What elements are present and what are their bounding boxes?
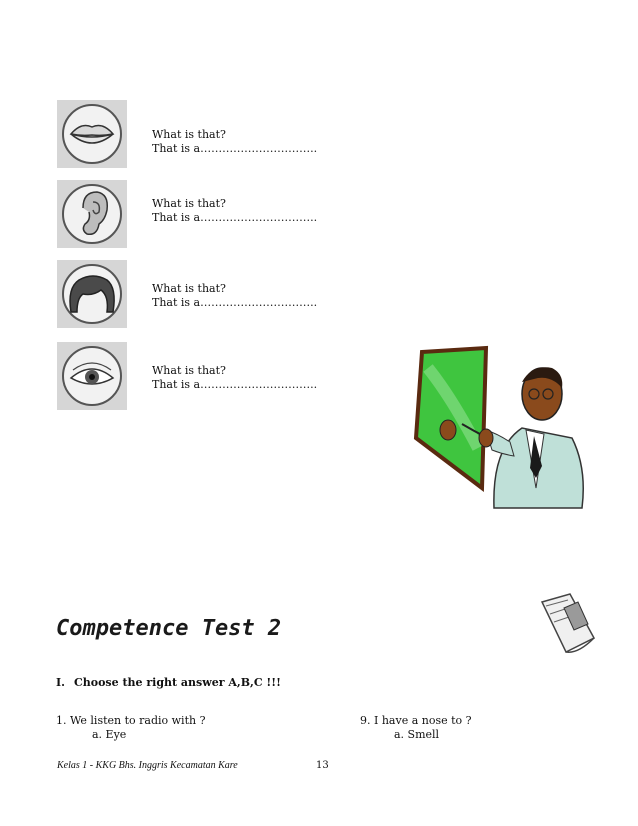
question-text: 9. I have a nose to ? bbox=[360, 714, 472, 727]
question-block-4 bbox=[152, 364, 317, 392]
teacher-pointing-illustration bbox=[402, 338, 592, 518]
footer-text: Kelas 1 - KKG Bhs. Inggris Kecamatan Kare bbox=[57, 760, 238, 771]
question-item bbox=[56, 714, 205, 742]
question-text: What is that? bbox=[152, 128, 226, 141]
section-title: Competence Test 2 bbox=[56, 616, 282, 641]
ear-icon bbox=[57, 180, 127, 248]
answer-option: a. Eye bbox=[92, 728, 127, 741]
instruction-number: I. bbox=[56, 676, 65, 689]
answer-prompt: That is a………………………….. bbox=[152, 211, 318, 224]
question-item bbox=[360, 714, 472, 742]
hair-icon bbox=[57, 260, 127, 328]
answer-option: a. Smell bbox=[394, 728, 440, 741]
question-text: What is that? bbox=[152, 197, 226, 210]
lips-icon bbox=[57, 100, 127, 168]
instruction-text: Choose the right answer A,B,C !!! bbox=[74, 676, 281, 689]
question-text: What is that? bbox=[152, 364, 226, 377]
answer-prompt: That is a………………………….. bbox=[152, 142, 318, 155]
answer-prompt: That is a………………………….. bbox=[152, 378, 318, 391]
answer-prompt: That is a………………………….. bbox=[152, 296, 318, 309]
question-text: 1. We listen to radio with ? bbox=[56, 714, 206, 727]
question-block-2 bbox=[152, 197, 317, 225]
instruction bbox=[56, 676, 281, 689]
page-number: 13 bbox=[316, 760, 329, 771]
rolled-paper-illustration bbox=[534, 588, 604, 658]
eye-icon bbox=[57, 342, 127, 410]
question-block-3 bbox=[152, 282, 317, 310]
question-block-1 bbox=[152, 128, 317, 156]
question-text: What is that? bbox=[152, 282, 226, 295]
